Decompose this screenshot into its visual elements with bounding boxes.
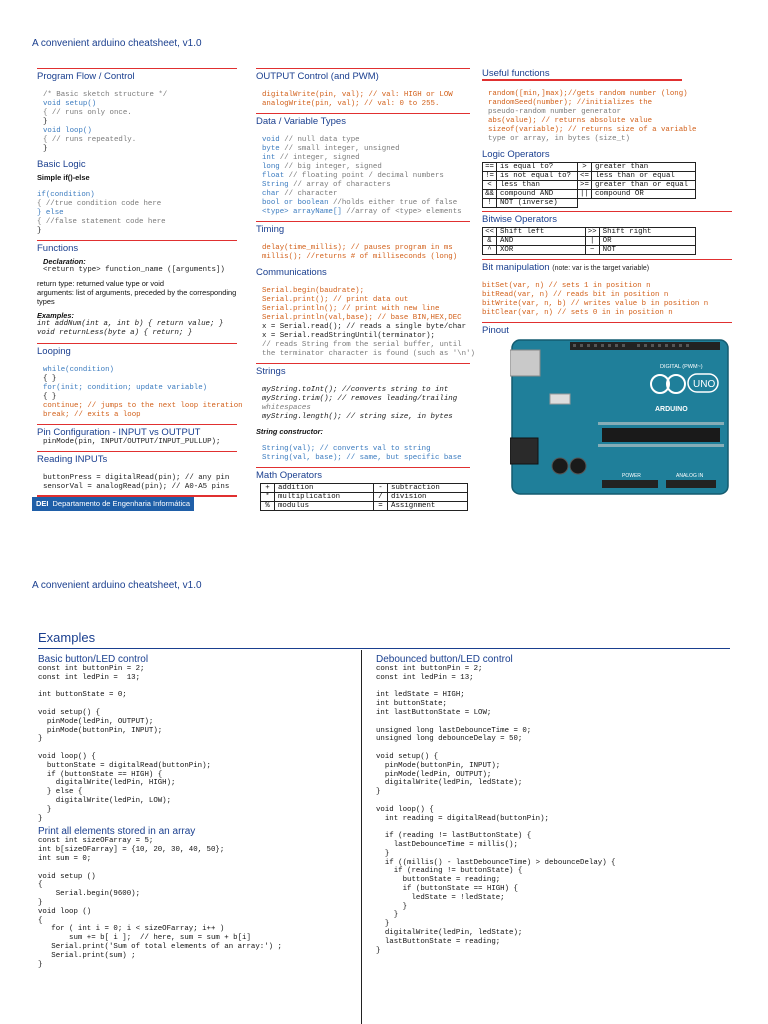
table-row: != is not equal to? <= less than or equal: [483, 171, 696, 180]
basic-logic-heading: Basic Logic: [37, 159, 86, 170]
output-heading: OUTPUT Control (and PWM): [256, 68, 470, 82]
basic-logic-subtitle: Simple if()-else: [37, 173, 90, 182]
atmega-chip: [602, 428, 720, 442]
examples-left-column: [38, 650, 356, 969]
function-example-2: void returnLess(byte a) { return; }: [37, 329, 193, 337]
examples-heading: Examples: [38, 630, 96, 645]
program-flow-heading: Program Flow / Control: [37, 68, 237, 82]
types-heading: Data / Variable Types: [256, 113, 470, 127]
bitwise-heading: Bitwise Operators: [482, 211, 732, 225]
timing-code: delay(time_millis); // pauses program in ms millis(); //returns # of milliseconds (long): [262, 244, 458, 261]
example-debounced-code: const int buttonPin = 2; const int ledPin = 13; int ledState = HIGH; int buttonState; int lastButtonState = LOW; unsigned long lastDebounceTime = 0; unsigned long debounceDelay = 50; void setup() { pinMode(buttonPin, INPUT); pinMode(ledPin, OUTPUT); digitalWrite(ledPin, ledState); } void loop() { int reading = digitalRead(buttonPin); if (reading != lastButtonState) { lastDebounceTime = millis(); } if ((millis() - lastDebounceTime) > debounceDelay) { if (reading != buttonState) { buttonState = reading; if (buttonState == HIGH) { ledState = !ledState; } } } digitalWrite(ledPin, ledState); lastButtonState = reading; }: [376, 665, 616, 955]
table-row: && compound AND || compound OR: [483, 189, 696, 198]
examples-right-column: [376, 650, 736, 955]
table-row: << Shift left >> Shift right: [483, 227, 696, 236]
bit-manipulation-code: bitSet(var, n) // sets 1 in position n bitRead(var, n) // reads bit in position n bitWrite(var, n, b) // writes value b in position n bitClear(var, n) // sets 0 in in position n: [482, 281, 709, 317]
page2-title: A convenient arduino cheatsheet, v1.0: [32, 580, 202, 591]
dei-abbr: DEI: [36, 499, 49, 508]
strings-heading: Strings: [256, 363, 470, 377]
analog-header: [666, 480, 716, 488]
return-type-note: return type: returned value type or void: [37, 279, 164, 288]
looping-code: while(condition) { } for(init; condition; update variable) { } continue; // jumps to the next loop iteration break; // exits a loop: [43, 366, 243, 419]
declaration-label: Declaration:: [43, 257, 86, 266]
table-row: ^ XOR ~ NOT: [483, 245, 696, 254]
bit-manipulation-heading: Bit manipulation (note: var is the target variable): [482, 259, 732, 273]
dei-name: Departamento de Engenharia Informática: [52, 499, 191, 508]
pin-config-heading: Pin Configuration - INPUT vs OUTPUT: [37, 424, 237, 438]
output-code: digitalWrite(pin, val); // val: HIGH or LOW analogWrite(pin, val); // val: 0 to 255.: [262, 91, 453, 108]
capacitor-1: [552, 458, 568, 474]
column-3: [482, 66, 732, 336]
bit-manipulation-note: (note: var is the target variable): [552, 264, 650, 272]
column-1: [37, 66, 243, 497]
chip-socket-top: [598, 422, 724, 425]
reset-button: [550, 394, 570, 404]
table-row: ! NOT (inverse): [483, 198, 696, 207]
analog-in-label: ANALOG IN: [676, 473, 704, 479]
reading-inputs-heading: Reading INPUTs: [37, 451, 237, 465]
table-row: & AND | OR: [483, 236, 696, 245]
arguments-note: arguments: list of arguments, preceded by the corresponding types: [37, 288, 237, 306]
doc-title: A convenient arduino cheatsheet, v1.0: [32, 38, 202, 49]
strings-code: myString.toInt(); //converts string to int myString.trim(); // removes leading/trailing whitespaces myString.length(); // string size, in bytes: [262, 386, 458, 421]
table-row: * multiplication / division: [261, 493, 468, 502]
table-row: + addition - subtraction: [261, 484, 468, 493]
column-divider: [361, 650, 362, 1024]
examples-rule: [38, 648, 730, 649]
capacitor-2: [570, 458, 586, 474]
example-debounced-title: Debounced button/LED control: [376, 654, 513, 665]
logic-operators-heading: Logic Operators: [482, 148, 550, 160]
reading-inputs-code: buttonPress = digitalRead(pin); // any pin sensorVal = analogRead(pin); // A0-A5 pins: [43, 474, 230, 491]
uno-label: UNO: [693, 379, 716, 390]
examples-label: Examples:: [37, 311, 74, 320]
math-operators-table: [260, 483, 468, 511]
power-label: POWER: [622, 473, 641, 479]
table-row: == is equal to? > greater than: [483, 162, 696, 171]
example-array-title: Print all elements stored in an array: [38, 826, 196, 838]
declaration-code: <return type> function_name ([arguments]): [43, 266, 225, 274]
string-constructor-label: String constructor:: [256, 427, 323, 436]
functions-heading: Functions: [37, 240, 237, 254]
functions-body: [37, 257, 237, 275]
power-jack: [510, 438, 538, 464]
usb-port: [510, 350, 540, 376]
useful-functions-code: random([min,]max);//gets random number (long) randomSeed(number); //initializes the pseudo-random number generator abs(value); // returns absolute value sizeof(variable); // returns size of a variable type or array, in bytes (size_t): [488, 89, 697, 143]
math-heading: Math Operators: [256, 467, 470, 481]
table-row: < less than >= greater than or equal: [483, 180, 696, 189]
power-header: [602, 480, 658, 488]
pin-config-code: pinMode(pin, INPUT/OUTPUT/INPUT_PULLUP);: [43, 438, 221, 446]
string-constructor-code: String(val); // converts val to string String(val, base); // same, but specific base: [262, 445, 462, 462]
function-example-1: int addNum(int a, int b) { return value; }: [37, 320, 224, 328]
example-array-code: const int sizeOFarray = 5; int b[sizeOFarray] = {10, 20, 30, 40, 50}; int sum = 0; void setup () { Serial.begin(9600); } void loop () { for ( int i = 0; i < sizeOFarray; i++ ) sum += b[ i ]; // here, sum = sum + b[i] Serial.print('Sum of total elements of an array:') ; Serial.print(sum) ; }: [38, 837, 282, 969]
table-row: % modulus = Assignment: [261, 502, 468, 511]
bitwise-operators-table: [482, 227, 696, 255]
example-basic-button-title: Basic button/LED control: [38, 654, 149, 665]
pinout-heading: Pinout: [482, 322, 732, 336]
basic-logic-code: if(condition) { //true condition code here } else { //false statement code here }: [37, 191, 166, 235]
logic-operators-table: [482, 162, 696, 208]
example-basic-button-code: const int buttonPin = 2; const int ledPin = 13; int buttonState = 0; void setup() { pinMode(ledPin, OUTPUT); pinMode(buttonPin, INPUT); } void loop() { buttonState = digitalRead(buttonPin); if (buttonState == HIGH) { digitalWrite(ledPin, HIGH); } else { digitalWrite(ledPin, LOW); } }: [38, 665, 211, 823]
column-2: [256, 66, 475, 511]
chip-socket-bottom: [598, 444, 724, 447]
types-list: void // null data type byte // small integer, unsigned int // integer, signed long // big integer, signed float // floating point / decimal numbers String // array of characters char // character bool or boolean //holds either true of false <type> arrayName[] //array of <type> elements: [262, 136, 462, 216]
dei-footer-logo: [32, 497, 194, 511]
arduino-label: ARDUINO: [655, 406, 688, 413]
useful-functions-heading: Useful functions: [482, 68, 550, 79]
communications-code: Serial.begin(baudrate); Serial.print(); // print data out Serial.println(); // print with new line Serial.println(val,base); // base BIN,HEX,DEC x = Serial.read(); // reads a single byte/char x = Serial.readStringUntil(terminator); // reads String from the serial buffer, until the terminator character is found (such as '\n'): [262, 287, 475, 358]
timing-heading: Timing: [256, 221, 470, 235]
digital-label: DIGITAL (PWM~): [660, 364, 703, 370]
arduino-uno-board-image: [510, 338, 732, 498]
communications-heading: Communications: [256, 267, 327, 278]
program-flow-code: /* Basic sketch structure */ void setup() { // runs only once. } void loop() { // runs repeatedly. }: [43, 91, 168, 153]
looping-heading: Looping: [37, 343, 237, 357]
